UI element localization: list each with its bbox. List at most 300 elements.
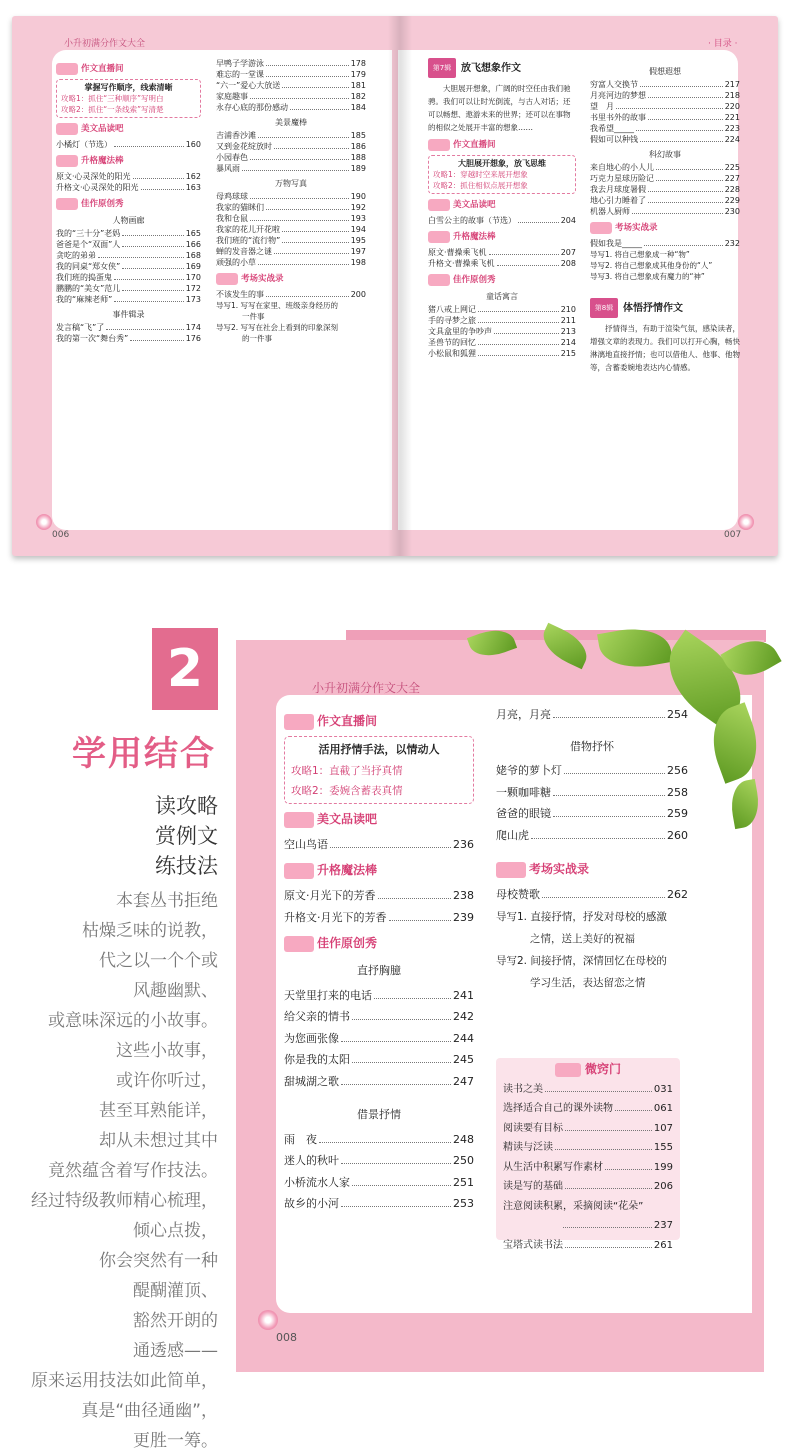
toc-entry-page: 166 [185, 240, 201, 249]
leader-dots [545, 1091, 652, 1092]
toc-entry[interactable] [56, 322, 201, 333]
leader-dots [478, 344, 559, 345]
toc-entry-page: 221 [724, 113, 740, 122]
toc-entry-page: 173 [185, 295, 201, 304]
section-header: 佳作原创秀 [428, 273, 576, 287]
toc-entry[interactable] [284, 985, 474, 1007]
leader-dots [374, 998, 451, 999]
toc-entry-title: 原文·曹操乘飞机 [428, 248, 487, 257]
toc-entry-title: 升格文·曹操乘飞机 [428, 259, 495, 268]
toc-entry[interactable] [56, 250, 201, 261]
toc-entry[interactable] [216, 202, 366, 213]
book-spread [12, 16, 778, 556]
toc-entry[interactable] [56, 283, 201, 294]
toc-entry-page: 176 [185, 334, 201, 343]
toc-entry-page: 199 [653, 1161, 673, 1173]
toc-entry[interactable] [216, 141, 366, 152]
toc-entry-page: 259 [667, 807, 688, 820]
toc-entry-page: 244 [453, 1031, 474, 1045]
strategy-box-title: 活用抒情手法，以情动人 [318, 743, 440, 756]
leader-dots [616, 108, 723, 109]
toc-entry-title: 阅读要有目标 [503, 1122, 563, 1134]
leader-dots [290, 109, 349, 110]
leader-dots [114, 279, 184, 280]
toc-entry[interactable] [428, 258, 576, 269]
toc-entry-title: 宝塔式读书法 [503, 1239, 563, 1251]
toc-entry[interactable] [496, 884, 688, 906]
flower-icon [738, 514, 754, 530]
toc-entry[interactable] [216, 224, 366, 235]
category-title: 直抒胸臆 [357, 964, 401, 977]
toc-entry-title: 我的“三十分”老妈 [56, 229, 121, 238]
toc-entry[interactable] [56, 139, 201, 150]
toc-entry[interactable] [503, 1119, 673, 1139]
toc-entry[interactable] [284, 1028, 474, 1050]
strategy-1: 攻略1：直截了当抒真情 [291, 764, 403, 777]
toc-entry[interactable] [428, 326, 576, 337]
strategy-box [284, 736, 474, 804]
toc-entry[interactable] [284, 907, 474, 929]
toc-entry[interactable] [216, 163, 366, 174]
toc-entry-title: 小园春色 [216, 153, 248, 162]
leader-dots [282, 242, 348, 243]
toc-entry-page: 214 [560, 338, 576, 347]
toc-entry-title: 巧克力星球历险记 [590, 174, 654, 183]
toc-entry-title: 原文·月光下的芳香 [284, 889, 376, 902]
toc-entry[interactable] [284, 1129, 474, 1151]
toc-entry[interactable] [216, 152, 366, 163]
section-header: 考场实战录 [590, 221, 740, 235]
toc-entry-page: 174 [185, 323, 201, 332]
category-title: 人物画廊 [112, 216, 145, 225]
toc-entry[interactable] [428, 337, 576, 348]
toc-entry-page: 160 [185, 140, 201, 149]
toc-entry-title: 我家的花儿开花啦 [216, 225, 280, 234]
toc-entry[interactable] [428, 247, 576, 258]
toc-entry-title: 暴风雨 [216, 164, 240, 173]
page-number: 008 [276, 1331, 297, 1344]
toc-entry-page: 107 [653, 1122, 673, 1134]
toc-entry-page: 223 [724, 124, 740, 133]
toc-entry[interactable] [284, 1071, 474, 1093]
toc-entry-page: 251 [453, 1175, 474, 1189]
leader-dots [274, 253, 349, 254]
toc-entry[interactable] [428, 215, 576, 226]
toc-entry[interactable] [284, 885, 474, 907]
leader-dots [640, 141, 723, 142]
toc-entry-page: 184 [350, 103, 366, 112]
toc-entry[interactable] [56, 182, 201, 193]
toc-entry-page: 207 [560, 248, 576, 257]
toc-entry-page: 213 [560, 327, 576, 336]
toc-entry[interactable] [496, 782, 688, 804]
toc-entry-page: 236 [453, 837, 474, 851]
toc-entry-title: 地心引力睡着了 [590, 196, 646, 205]
leader-dots [282, 231, 349, 232]
toc-entry[interactable] [503, 1177, 673, 1197]
toc-entry-title: 月亮河边的梦想 [590, 91, 646, 100]
left-running-head: 小升初满分作文大全 [64, 39, 146, 49]
toc-entry-page: 204 [560, 216, 576, 225]
tips-title: 微窍门 [503, 1060, 673, 1080]
toc-entry-title: 白雪公主的故事（节选） [428, 216, 516, 225]
feature-subheading: 练技法 [155, 854, 218, 878]
toc-entry[interactable] [216, 69, 366, 80]
flower-icon [36, 514, 52, 530]
leader-dots [122, 268, 183, 269]
description-line: 经过特级教师精心梳理， [31, 1191, 218, 1211]
toc-entry[interactable] [56, 239, 201, 250]
toc-entry-page: 186 [350, 142, 366, 151]
toc-entry[interactable] [216, 130, 366, 141]
toc-entry[interactable] [590, 112, 740, 123]
toc-entry[interactable] [503, 1216, 673, 1236]
toc-entry-title: 望 月 [590, 102, 614, 111]
toc-entry[interactable] [503, 1158, 673, 1178]
toc-entry[interactable] [590, 162, 740, 173]
leader-dots [531, 838, 665, 839]
section-header: 升格魔法棒 [56, 154, 201, 168]
leader-dots [250, 159, 349, 160]
category-title: 事件辑录 [112, 310, 145, 319]
leader-dots [478, 322, 559, 323]
toc-entry-title: 读书之美 [503, 1083, 543, 1095]
toc-entry-title: 圣兽节的回忆 [428, 338, 476, 347]
toc-entry-page: 185 [350, 131, 366, 140]
toc-entry-title: 机器人厨师 [590, 207, 630, 216]
toc-entry[interactable] [503, 1197, 673, 1217]
section-header: 作文直播间 [428, 138, 576, 152]
toc-entry[interactable] [216, 289, 366, 300]
toc-entry-page: 242 [453, 1010, 474, 1023]
toc-entry-title: 我去月球度暑假 [590, 185, 646, 194]
toc-entry-page: 200 [350, 290, 366, 299]
toc-entry[interactable] [496, 803, 688, 825]
toc-entry-title: 不该发生的事 [216, 290, 264, 299]
leader-dots [341, 1163, 451, 1164]
toc-entry-title: 假如可以种钱 [590, 135, 638, 144]
toc-entry-page: 197 [350, 247, 366, 256]
writing-guide: 导写1. 将自己想象成一种“物” [590, 250, 690, 259]
toc-entry-title: 我希望_____ [590, 124, 634, 133]
toc-entry[interactable] [216, 213, 366, 224]
section-header: 升格魔法棒 [284, 861, 474, 881]
toc-column-2 [496, 704, 688, 994]
toc-entry[interactable] [216, 58, 366, 69]
toc-entry-title: 文具盒里的争吵声 [428, 327, 492, 336]
toc-entry[interactable] [216, 91, 366, 102]
toc-column-right-2 [590, 62, 740, 374]
leader-dots [352, 1062, 451, 1063]
toc-entry[interactable] [284, 1150, 474, 1172]
toc-entry[interactable] [590, 184, 740, 195]
toc-entry-page: 190 [350, 192, 366, 201]
feature-number: 2 [152, 628, 218, 710]
toc-entry-page: 232 [724, 239, 740, 248]
chapter-badge: 第8辑 [590, 298, 618, 318]
toc-entry[interactable] [56, 294, 201, 305]
toc-entry-title: 天堂里打来的电话 [284, 988, 372, 1002]
toc-entry-page: 031 [653, 1083, 673, 1095]
toc-entry[interactable] [284, 834, 474, 856]
toc-entry-title: 故乡的小河 [284, 1197, 339, 1210]
leader-dots [114, 146, 184, 147]
leader-dots [565, 1188, 652, 1189]
leader-dots [494, 333, 559, 334]
toc-entry-page: 208 [560, 259, 576, 268]
feature-description [0, 886, 218, 1456]
right-page-number: 007 [724, 530, 742, 540]
strategy-box-title: 大胆展开想象，放飞思维 [458, 159, 546, 168]
toc-entry[interactable] [590, 173, 740, 184]
leader-dots [648, 119, 723, 120]
leader-dots [114, 301, 183, 302]
toc-entry-page: 195 [350, 236, 366, 245]
toc-entry-title: 我和仓鼠 [216, 214, 248, 223]
toc-entry[interactable] [56, 228, 201, 239]
toc-entry[interactable] [496, 825, 688, 847]
toc-entry[interactable] [284, 1193, 474, 1215]
leader-dots [341, 1206, 451, 1207]
section-header: 升格魔法棒 [428, 230, 576, 244]
toc-entry-title: 我家的猫眯们 [216, 203, 264, 212]
leader-dots [250, 98, 349, 99]
leader-dots [644, 245, 723, 246]
toc-entry[interactable] [428, 348, 576, 359]
toc-entry-title: 小松鼠和狐狸 [428, 349, 476, 358]
strategy-2: 攻略2：抓住相似点展开想象 [433, 181, 528, 190]
strategy-box [428, 155, 576, 194]
toc-entry[interactable] [503, 1236, 673, 1256]
writing-guide: 导写2. 写写在社会上看到的印象深刻 [216, 323, 339, 332]
toc-entry[interactable] [284, 1006, 474, 1028]
toc-entry[interactable] [496, 760, 688, 782]
toc-entry-page: 260 [667, 828, 688, 842]
toc-entry-title: 姥爷的萝卜灯 [496, 764, 562, 777]
leader-dots [636, 130, 723, 131]
toc-entry[interactable] [503, 1099, 673, 1119]
toc-entry-page: 224 [724, 135, 740, 144]
toc-entry[interactable] [496, 704, 688, 726]
section-header: 考场实战录 [216, 272, 366, 286]
left-page-number: 006 [52, 530, 70, 540]
section-header: 美文品读吧 [56, 122, 201, 136]
toc-entry-title: 母校赞歌 [496, 888, 540, 901]
toc-entry-page: 261 [653, 1239, 673, 1251]
toc-entry[interactable] [428, 315, 576, 326]
toc-entry-page: 218 [724, 91, 740, 100]
leader-dots [497, 265, 559, 266]
leader-dots [141, 189, 184, 190]
toc-entry[interactable] [590, 101, 740, 112]
strategy-box-title: 掌握写作顺序，线索清晰 [84, 83, 173, 92]
leader-dots [341, 1041, 451, 1042]
toc-entry[interactable] [284, 1049, 474, 1071]
chapter-intro: 大胆展开想象，广阔的时空任由我们驰骋。我们可以让时光倒流，与古人对话；还可以畅想、遨游未来的世界；还可以在事物的相似之处展开丰富的想象…… [428, 84, 571, 132]
toc-entry[interactable] [590, 134, 740, 145]
toc-entry[interactable] [590, 79, 740, 90]
chapter-title: 体悟抒情作文 [623, 302, 683, 314]
description-line: 代之以一个个或 [99, 951, 218, 971]
description-line: 醍醐灌顶、 [133, 1281, 218, 1301]
toc-column-left-2 [216, 58, 366, 344]
toc-entry-page: 189 [350, 164, 366, 173]
leader-dots [378, 898, 452, 899]
toc-entry-title: 甜城湖之歌 [284, 1074, 339, 1088]
leader-dots [130, 340, 183, 341]
toc-entry[interactable] [428, 304, 576, 315]
description-line: 竟然蕴含着写作技法。 [48, 1161, 218, 1181]
section-header: 作文直播间 [56, 62, 201, 76]
description-line: 或意味深远的小故事。 [48, 1011, 218, 1031]
toc-entry-title: 爬山虎 [496, 828, 529, 842]
toc-entry-page: 225 [724, 163, 740, 172]
toc-entry-page: 227 [724, 174, 740, 183]
leader-dots [319, 1142, 451, 1143]
toc-entry-title: 贪吃的弟弟 [56, 251, 96, 260]
description-line: 通透感—— [133, 1341, 218, 1361]
toc-entry-title: 母鸡球球 [216, 192, 248, 201]
description-line: 本套丛书拒绝 [116, 891, 218, 911]
toc-column-right-1 [428, 58, 576, 359]
toc-entry[interactable] [284, 1172, 474, 1194]
leader-dots [564, 773, 665, 774]
toc-entry-page: 210 [560, 305, 576, 314]
toc-entry-title: 蝉的发音器之谜 [216, 247, 272, 256]
toc-entry-page: 258 [667, 785, 688, 799]
category-title: 借景抒情 [357, 1108, 401, 1121]
toc-entry-page: 254 [667, 708, 688, 721]
strategy-2: 攻略2：委婉含蓄表真情 [291, 784, 403, 797]
toc-entry-title: 鹏鹏的“美女”范儿 [56, 284, 121, 293]
toc-entry-page: 237 [653, 1220, 673, 1231]
leader-dots [632, 213, 723, 214]
toc-entry-page: 192 [350, 203, 366, 212]
toc-entry[interactable] [590, 195, 740, 206]
toc-entry-title: 从生活中积累写作素材 [503, 1161, 603, 1173]
book-gutter [388, 16, 412, 556]
leader-dots [648, 202, 723, 203]
toc-entry-title: 月亮，月亮 [496, 708, 551, 721]
toc-entry-title: 吉浦香沙滩 [216, 131, 256, 140]
toc-entry-title: 小橘灯（节选） [56, 140, 112, 149]
chapter-header [590, 298, 740, 318]
leader-dots [98, 257, 184, 258]
leader-dots [258, 264, 349, 265]
running-head: 小升初满分作文大全 [312, 681, 421, 695]
toc-entry[interactable] [590, 123, 740, 134]
toc-entry-page: 181 [350, 81, 366, 90]
toc-entry[interactable] [216, 102, 366, 113]
section-header: 美文品读吧 [428, 198, 576, 212]
category-title: 童话寓言 [486, 292, 518, 301]
toc-entry-page: 170 [185, 273, 201, 282]
tips-box [496, 1058, 680, 1251]
toc-entry-page: 168 [185, 251, 201, 260]
strategy-1: 攻略1：抓住“三种顺序”写明白 [61, 94, 164, 103]
toc-entry-title: 早鸭子学游泳 [216, 59, 264, 68]
toc-entry[interactable] [216, 235, 366, 246]
leader-dots [478, 355, 559, 356]
leader-dots [250, 198, 349, 199]
toc-entry[interactable] [590, 206, 740, 217]
leader-dots [282, 87, 348, 88]
section-header: 考场实战录 [496, 860, 688, 880]
description-line: 枯燥乏味的说教， [82, 921, 218, 941]
flower-icon [258, 1310, 278, 1330]
toc-entry[interactable] [56, 261, 201, 272]
feature-subheading: 读攻略 [155, 794, 218, 818]
toc-entry[interactable] [216, 191, 366, 202]
leader-dots [489, 254, 559, 255]
toc-entry-title: 一颗咖啡糖 [496, 785, 551, 799]
description-line: 却从未想过其中 [99, 1131, 218, 1151]
leader-dots [250, 220, 349, 221]
toc-entry-title: 雨 夜 [284, 1132, 317, 1146]
toc-entry-page: 211 [560, 316, 576, 325]
toc-entry[interactable] [590, 90, 740, 101]
toc-entry-title: 注意阅读积累，采摘阅读“花朵” [503, 1200, 644, 1212]
strategy-1: 攻略1：穿越时空来展开想象 [433, 170, 528, 179]
category-title: 美景魔棒 [275, 118, 307, 127]
toc-column-1 [284, 706, 474, 1215]
toc-entry-page: 248 [453, 1132, 474, 1146]
toc-entry-title: 原文·心灵深处的阳光 [56, 172, 131, 181]
toc-entry-title: 爸爸的眼镜 [496, 807, 551, 820]
leader-dots [605, 1169, 652, 1170]
toc-entry-title: 永存心底的那份感动 [216, 103, 288, 112]
leader-dots [266, 65, 349, 66]
toc-entry-page: 188 [350, 153, 366, 162]
leader-dots [565, 1130, 652, 1131]
toc-entry[interactable] [56, 333, 201, 344]
category-title: 假想遐想 [649, 67, 681, 76]
toc-entry-title: 选择适合自己的课外读物 [503, 1103, 613, 1114]
toc-entry-page: 155 [653, 1142, 673, 1153]
toc-entry[interactable] [56, 171, 201, 182]
toc-entry[interactable] [503, 1138, 673, 1158]
leader-dots [648, 191, 723, 192]
toc-entry-title: 我的第一次“舞台秀” [56, 334, 129, 343]
toc-entry-page: 163 [185, 183, 201, 192]
toc-entry-title: 小桥流水人家 [284, 1175, 350, 1189]
writing-guide: 导写3. 将自己想象成有魔力的“神” [590, 272, 705, 281]
chapter-intro: 抒情得当，有助于渲染气氛，感染读者，增强文章的表现力。我们可以打开心胸，畅快淋漓地直接抒情；也可以借他人、他事、他物等，含蓄委婉地表达内心情感。 [590, 324, 740, 372]
toc-entry-page: 220 [724, 102, 740, 111]
toc-entry-title: 顽强的小草 [216, 258, 256, 267]
leader-dots [274, 148, 349, 149]
leader-dots [553, 795, 665, 796]
toc-entry[interactable] [503, 1080, 673, 1100]
writing-guide: 一件事 [242, 312, 265, 321]
toc-entry-page: 241 [453, 988, 474, 1002]
toc-entry[interactable] [590, 238, 740, 249]
category-title: 科幻故事 [649, 150, 681, 159]
chapter-badge: 第7辑 [428, 58, 456, 78]
writing-guide: 的一件事 [242, 334, 272, 343]
toc-entry[interactable] [216, 80, 366, 91]
toc-entry-title: 空山鸟语 [284, 837, 328, 851]
toc-entry-page: 194 [350, 225, 366, 234]
toc-entry[interactable] [56, 272, 201, 283]
feature-subheading: 赏例文 [155, 824, 218, 848]
description-line: 更胜一筹。 [133, 1431, 218, 1451]
toc-entry[interactable] [216, 246, 366, 257]
leader-dots [352, 1019, 451, 1020]
toc-entry-page: 217 [724, 80, 740, 89]
toc-entry[interactable] [216, 257, 366, 268]
toc-entry-title: 书里书外的故事 [590, 113, 646, 122]
